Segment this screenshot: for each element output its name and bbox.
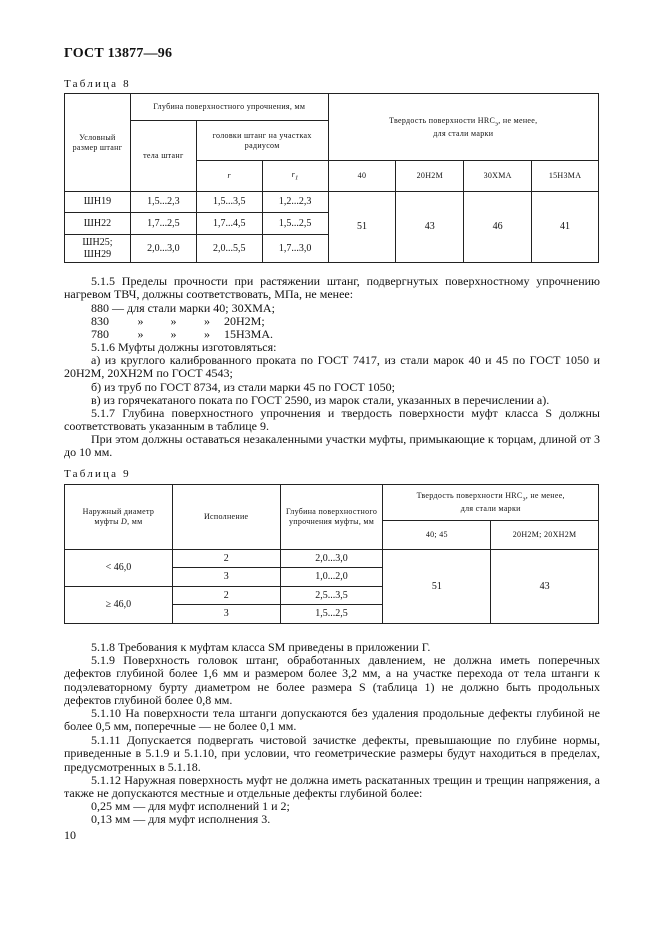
table9-cell: 3 bbox=[172, 605, 280, 624]
table8-hard-3: 46 bbox=[464, 192, 532, 263]
table8-head-r: r bbox=[196, 161, 262, 192]
table8-cell: ШН22 bbox=[65, 213, 131, 235]
document-header: ГОСТ 13877—96 bbox=[64, 46, 173, 61]
table8-head-steel-1: 40 bbox=[328, 161, 396, 192]
para-5-1-12: 5.1.12 Наружная поверхность муфт не должна иметь раскатанных трещин и трещин напряжения, а также не допускаются местные и отдельные дефекты глубиной более: bbox=[64, 773, 600, 801]
table8-head-depth: Глубина поверхностного упрочнения, мм bbox=[130, 94, 328, 121]
list-item: 880 — для стали марки 40; 30ХМА; bbox=[91, 301, 275, 315]
table9-head-exec: Исполнение bbox=[172, 485, 280, 550]
para-5-1-7b: При этом должны оставаться незакаленными участки муфты, примыкающие к торцам, длиной от 3 до 10 мм. bbox=[64, 432, 600, 460]
table9-head-hardness: Твердость поверхности $HRC_э$, не менее, для стали марки bbox=[383, 485, 599, 521]
table9-head-diam: Наружный диаметр муфты D, мм bbox=[65, 485, 173, 550]
list-item: 0,25 мм — для муфт исполнений 1 и 2; bbox=[91, 799, 290, 813]
table8 bbox=[64, 93, 599, 263]
para-5-1-9: 5.1.9 Поверхность головок штанг, обработанных давлением, не должна иметь поперечных дефектов глубиной более 1,6 мм и размером более 3,2 мм, а на участке перехода от тела штанги к подэлеваторному бурту диаметром не более размера S (таблица 1) не должно быть продольных дефектов глубиной более 0,8 мм. bbox=[64, 653, 600, 708]
table9 bbox=[64, 484, 599, 624]
table9-cell: 2,0...3,0 bbox=[280, 550, 383, 568]
table9-cell: 2 bbox=[172, 587, 280, 605]
table8-head-heads: головки штанг на участках радиусом bbox=[196, 121, 328, 161]
table8-head-steel-4: 15Н3МА bbox=[532, 161, 599, 192]
table8-hard-1: 51 bbox=[328, 192, 396, 263]
table8-head-steel-3: 30ХМА bbox=[464, 161, 532, 192]
table8-head-body: тела штанг bbox=[130, 121, 196, 192]
table8-cell: 1,7...3,0 bbox=[262, 235, 328, 263]
para-5-1-5: 5.1.5 Пределы прочности при растяжении штанг, подвергнутых поверхностному упрочнению нагревом ТВЧ, должны соответствовать, МПа, не менее: bbox=[64, 274, 600, 302]
table8-cell: 1,5...2,3 bbox=[130, 192, 196, 213]
table8-head-hardness: Твердость поверхности $HRC_э$, не менее, для стали марки bbox=[328, 94, 598, 161]
table9-cell: 1,5...2,5 bbox=[280, 605, 383, 624]
table8-cell: ШН25; ШН29 bbox=[65, 235, 131, 263]
table8-cell: 1,7...2,5 bbox=[130, 213, 196, 235]
list-item: 780 » » » 15Н3МА. bbox=[91, 327, 274, 341]
table8-hard-4: 41 bbox=[532, 192, 599, 263]
table8-cell: 1,2...2,3 bbox=[262, 192, 328, 213]
table9-cell: 2,5...3,5 bbox=[280, 587, 383, 605]
table8-head-steel-2: 20Н2М bbox=[396, 161, 464, 192]
table9-cell: 3 bbox=[172, 568, 280, 587]
page-number: 10 bbox=[64, 828, 76, 842]
table9-head-steel-1: 40; 45 bbox=[383, 521, 491, 550]
table9-caption: Таблица 9 bbox=[64, 468, 131, 480]
table8-head-r1: $r_1$ bbox=[262, 161, 328, 192]
table8-caption: Таблица 8 bbox=[64, 78, 131, 90]
table9-cell: 1,0...2,0 bbox=[280, 568, 383, 587]
table8-cell: 1,5...2,5 bbox=[262, 213, 328, 235]
list-item: 830 » » » 20Н2М; bbox=[91, 314, 265, 328]
para-a: а) из круглого калиброванного проката по ГОСТ 7417, из стали марок 40 и 45 по ГОСТ 1050 и 20Н2М, 20ХН2М по ГОСТ 4543; bbox=[64, 353, 600, 381]
para-5-1-6: 5.1.6 Муфты должны изготовляться: bbox=[91, 340, 277, 354]
table8-head-size: Условный размер штанг bbox=[65, 94, 131, 192]
para-5-1-10: 5.1.10 На поверхности тела штанги допускаются без удаления продольные дефекты глубиной не более 0,5 мм, поперечные — не более 0,1 мм. bbox=[64, 706, 600, 734]
table8-cell: ШН19 bbox=[65, 192, 131, 213]
para-5-1-8: 5.1.8 Требования к муфтам класса SM приведены в приложении Г. bbox=[91, 640, 431, 654]
table9-hard-2: 43 bbox=[491, 550, 599, 624]
list-item: 0,13 мм — для муфт исполнения 3. bbox=[91, 812, 271, 826]
table9-hard-1: 51 bbox=[383, 550, 491, 624]
table8-cell: 1,7...4,5 bbox=[196, 213, 262, 235]
table9-group-2: ≥ 46,0 bbox=[65, 587, 173, 624]
para-5-1-11: 5.1.11 Допускается подвергать чистовой зачистке дефекты, превышающие по глубине нормы, приведенные в 5.1.9 и 5.1.10, при условии, что геометрические размеры будут находиться в пределах, предусмотренных в 5.1.18. bbox=[64, 733, 600, 774]
table8-hard-2: 43 bbox=[396, 192, 464, 263]
table8-cell: 2,0...3,0 bbox=[130, 235, 196, 263]
table8-cell: 2,0...5,5 bbox=[196, 235, 262, 263]
table9-cell: 2 bbox=[172, 550, 280, 568]
table8-cell: 1,5...3,5 bbox=[196, 192, 262, 213]
table9-group-1: < 46,0 bbox=[65, 550, 173, 587]
table9-head-steel-2: 20Н2М; 20ХН2М bbox=[491, 521, 599, 550]
table9-head-depth: Глубина поверхностного упрочнения муфты, мм bbox=[280, 485, 383, 550]
para-b: б) из труб по ГОСТ 8734, из стали марки 45 по ГОСТ 1050; bbox=[91, 380, 396, 394]
para-v: в) из горячекатаного поката по ГОСТ 2590, из марок стали, указанных в перечислении а). bbox=[91, 393, 550, 407]
para-5-1-7: 5.1.7 Глубина поверхностного упрочнения и твердость поверхности муфт класса S должны соответствовать указанным в таблице 9. bbox=[64, 406, 600, 434]
